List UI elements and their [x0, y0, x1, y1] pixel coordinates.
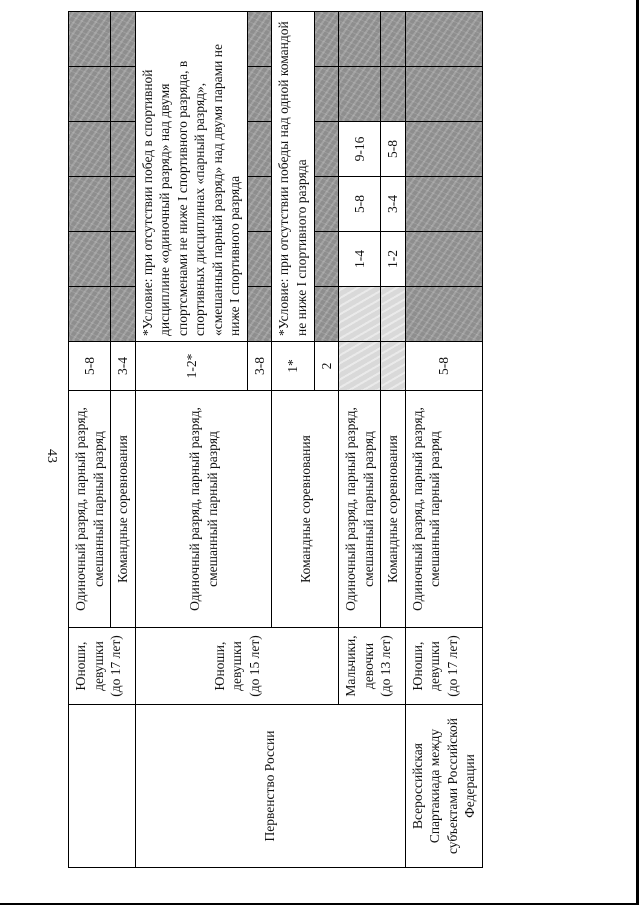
rank-cell	[111, 232, 136, 287]
condition-note: *Условие: при отсутствии побед в спортивной дисциплине «одиночный разряд» над двумя спортсменами не ниже I спортивного разряда, в спортивных дисциплинах «парный разряд», «смешанный парный разряд» над двумя парами не ниже I спортивного разряда	[135, 12, 247, 342]
age-line: Юноши,	[211, 641, 227, 691]
rank-cell	[405, 287, 482, 342]
discipline-cell: Одиночный разряд, парный разряд, смешанный парный разряд	[405, 391, 482, 628]
rank-cell	[69, 232, 111, 287]
age-group-cell	[339, 628, 406, 705]
rank-cell: 9-16	[339, 122, 381, 177]
event-cell: Всероссийская Спартакиада между субъектами Российской Федерации	[405, 705, 482, 868]
rotated-table-sheet	[68, 21, 638, 868]
rank-cell	[339, 287, 381, 342]
rank-cell	[111, 67, 136, 122]
rank-cell	[247, 232, 272, 287]
age-line: девочки	[360, 642, 376, 690]
rank-cell	[381, 67, 406, 122]
rank-cell	[405, 122, 482, 177]
rank-cell	[405, 12, 482, 67]
rank-cell: 5-8	[381, 122, 406, 177]
rank-cell	[405, 177, 482, 232]
rank-cell	[314, 122, 339, 177]
rank-cell	[247, 12, 272, 67]
place-cell: 3-8	[247, 342, 272, 391]
place-cell: 5-8	[405, 342, 482, 391]
rank-cell	[247, 67, 272, 122]
rank-cell	[247, 122, 272, 177]
rank-cell	[111, 287, 136, 342]
age-line: (до 17 лет)	[444, 635, 460, 697]
rank-cell	[405, 232, 482, 287]
table-row	[135, 12, 247, 868]
rank-cell	[247, 287, 272, 342]
page-number: 43	[44, 449, 59, 463]
table-row	[405, 12, 482, 868]
discipline-cell: Одиночный разряд, парный разряд, смешанный парный разряд	[339, 391, 381, 628]
age-line: Мальчики,	[343, 635, 359, 697]
rank-cell	[314, 67, 339, 122]
age-group-cell	[69, 628, 136, 705]
rank-cell	[314, 177, 339, 232]
condition-note: *Условие: при отсутствии победы над одной командой не ниже I спортивного разряда	[272, 12, 314, 342]
rank-cell	[314, 232, 339, 287]
rank-cell: 5-8	[339, 177, 381, 232]
event-cell-empty	[69, 705, 136, 868]
age-line: (до 15 лет)	[246, 635, 262, 697]
age-group-cell	[405, 628, 482, 705]
rank-cell	[314, 287, 339, 342]
rank-cell	[339, 67, 381, 122]
age-line: (до 13 лет)	[378, 635, 394, 697]
place-cell: 3-4	[111, 342, 136, 391]
rank-cell	[381, 287, 406, 342]
age-line: Юноши,	[409, 641, 425, 691]
rank-cell: 1-4	[339, 232, 381, 287]
event-cell: Первенство России	[135, 705, 405, 868]
rank-cell	[405, 67, 482, 122]
place-cell: 5-8	[69, 342, 111, 391]
discipline-cell: Командные соревнования	[381, 391, 406, 628]
place-cell: 1*	[272, 342, 314, 391]
age-group-cell	[135, 628, 338, 705]
place-cell	[381, 342, 406, 391]
rank-cell	[69, 177, 111, 232]
place-cell: 2	[314, 342, 339, 391]
place-cell: 1-2*	[135, 342, 247, 391]
rank-cell	[314, 12, 339, 67]
discipline-cell: Одиночный разряд, парный разряд, смешанный парный разряд	[135, 391, 272, 628]
rank-cell	[69, 122, 111, 177]
discipline-cell: Одиночный разряд, парный разряд, смешанный парный разряд	[69, 391, 111, 628]
rank-cell: 3-4	[381, 177, 406, 232]
rank-cell	[69, 287, 111, 342]
rank-cell	[111, 122, 136, 177]
rank-cell	[69, 67, 111, 122]
rank-cell	[111, 12, 136, 67]
rank-cell	[111, 177, 136, 232]
rank-cell	[247, 177, 272, 232]
table-row	[69, 12, 111, 868]
place-cell	[339, 342, 381, 391]
discipline-cell: Командные соревнования	[272, 391, 339, 628]
age-line: девушки	[229, 641, 245, 691]
ranks-table	[68, 11, 483, 868]
age-line: (до 17 лет)	[108, 635, 124, 697]
age-line: девушки	[90, 641, 106, 691]
rank-cell	[69, 12, 111, 67]
rank-cell: 1-2	[381, 232, 406, 287]
age-line: девушки	[427, 641, 443, 691]
rank-cell	[339, 12, 381, 67]
discipline-cell: Командные соревнования	[111, 391, 136, 628]
age-line: Юноши,	[73, 641, 88, 691]
rank-cell	[381, 12, 406, 67]
